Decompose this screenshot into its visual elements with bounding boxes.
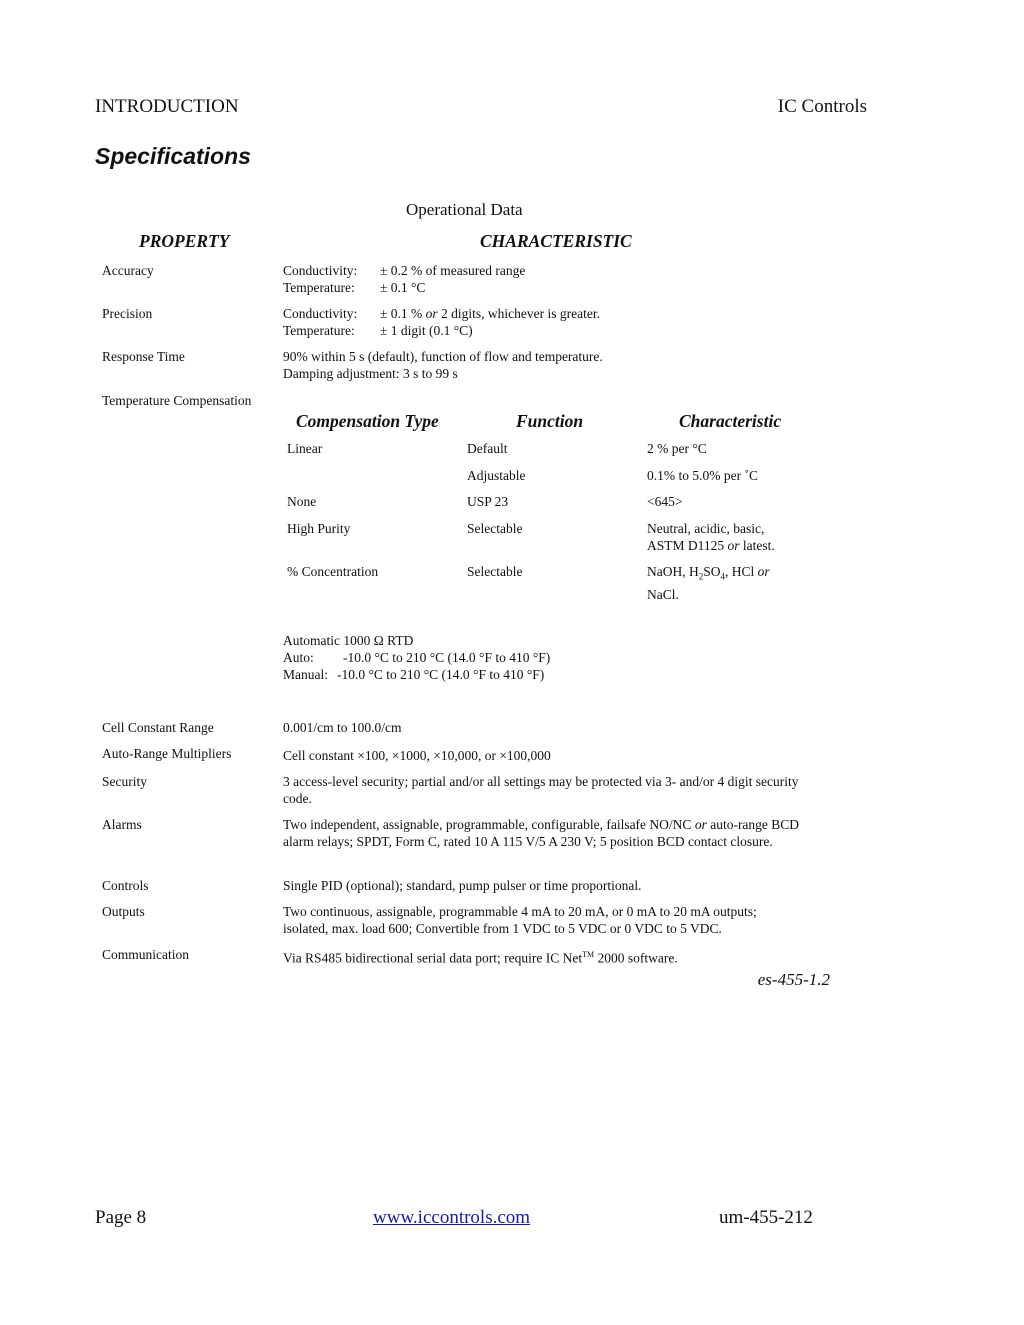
col-header-property: PROPERTY bbox=[139, 231, 230, 251]
precision-value bbox=[283, 305, 600, 339]
accuracy-temp-label: Temperature: bbox=[283, 280, 355, 295]
cellconst-value: 0.001/cm to 100.0/cm bbox=[283, 720, 402, 735]
accuracy-temp-value: ± 0.1 °C bbox=[380, 280, 426, 295]
accuracy-cond-value: ± 0.2 % of measured range bbox=[380, 263, 526, 278]
table-caption: Operational Data bbox=[406, 200, 523, 219]
tempcomp-label: Temperature Compensation bbox=[102, 393, 252, 408]
tempcomp-row-function: Selectable bbox=[467, 564, 523, 579]
communication-label: Communication bbox=[102, 947, 189, 962]
security-value: 3 access-level security; partial and/or all settings may be protected via 3- and/or 4 digit security code. bbox=[283, 774, 799, 806]
alarms-label: Alarms bbox=[102, 817, 142, 832]
accuracy-value bbox=[283, 262, 525, 296]
footer-website-link[interactable]: www.iccontrols.com bbox=[373, 1207, 531, 1228]
tempcomp-row-characteristic: 2 % per °C bbox=[647, 441, 707, 456]
tempcomp-row-function: USP 23 bbox=[467, 494, 509, 509]
conc-or: or bbox=[757, 564, 770, 579]
alarms-or: or bbox=[694, 817, 707, 832]
controls-value: Single PID (optional); standard, pump pulser or time proportional. bbox=[283, 878, 642, 893]
conc-a: NaOH, H bbox=[647, 564, 699, 579]
security-label: Security bbox=[102, 774, 147, 789]
tempcomp-row-characteristic bbox=[647, 563, 770, 603]
doc-reference: es-455-1.2 bbox=[757, 970, 830, 989]
tempcomp-row-type: None bbox=[287, 494, 317, 509]
accuracy-cond-label: Conductivity: bbox=[283, 263, 358, 278]
tempcomp-row-characteristic: 0.1% to 5.0% per ˚C bbox=[647, 468, 758, 483]
astm-or: or bbox=[727, 538, 740, 553]
tempcomp-row-function: Adjustable bbox=[467, 468, 526, 483]
tempcomp-row-type: Linear bbox=[287, 441, 323, 456]
conc-c: , HCl bbox=[725, 564, 755, 579]
page-title: Specifications bbox=[95, 143, 251, 169]
outputs-line2: isolated, max. load 600; Convertible from 1 VDC to 5 VDC or 0 VDC to 5 VDC. bbox=[283, 921, 722, 936]
communication-post: 2000 software. bbox=[594, 950, 678, 966]
communication-pre: Via RS485 bidirectional serial data port; require IC Net bbox=[283, 950, 583, 966]
alarms-pre: Two independent, assignable, programmable, configurable, failsafe NO/NC bbox=[283, 817, 692, 832]
tempcomp-row-characteristic: <645> bbox=[647, 494, 683, 509]
communication-value bbox=[283, 946, 678, 967]
response-label: Response Time bbox=[102, 349, 185, 364]
outputs-line1: Two continuous, assignable, programmable 4 mA to 20 mA, or 0 mA to 20 mA outputs; bbox=[283, 904, 757, 919]
alarms-post: auto-range BCD alarm relays; SPDT, Form C, rated 10 A 115 V/5 A 230 V; 5 position BCD contact closure. bbox=[283, 817, 800, 849]
accuracy-label: Accuracy bbox=[102, 263, 154, 278]
footer-document-id: um-455-212 bbox=[719, 1207, 813, 1228]
precision-label: Precision bbox=[102, 306, 153, 321]
rtd-manual-label: Manual: bbox=[283, 667, 328, 682]
conc-sub1: 2 bbox=[698, 571, 704, 582]
trademark-mark: TM bbox=[582, 950, 595, 959]
precision-or: or bbox=[425, 306, 438, 321]
autorange-label: Auto-Range Multipliers bbox=[102, 746, 232, 761]
response-line2: Damping adjustment: 3 s to 99 s bbox=[283, 366, 458, 381]
conc-b: SO bbox=[703, 564, 721, 579]
astm-text: ASTM D1125 bbox=[647, 538, 725, 553]
tempcomp-row-function: Selectable bbox=[467, 521, 523, 536]
tempcomp-row-function: Default bbox=[467, 441, 508, 456]
precision-temp-label: Temperature: bbox=[283, 323, 355, 338]
rtd-manual-value: -10.0 °C to 210 °C (14.0 °F to 410 °F) bbox=[337, 667, 545, 682]
highpurity-char-line1: Neutral, acidic, basic, bbox=[647, 521, 765, 536]
precision-cond-label: Conductivity: bbox=[283, 306, 358, 321]
rtd-auto-value: -10.0 °C to 210 °C (14.0 °F to 410 °F) bbox=[343, 650, 551, 665]
tempcomp-row-type: High Purity bbox=[287, 521, 351, 536]
tempcomp-row-type: % Concentration bbox=[287, 564, 379, 579]
rtd-block bbox=[283, 632, 550, 683]
precision-cond-pre: ± 0.1 % bbox=[380, 306, 423, 321]
header-section-label: INTRODUCTION bbox=[95, 96, 239, 117]
rtd-text: Automatic 1000 Ω RTD bbox=[283, 633, 414, 648]
astm-post: latest. bbox=[742, 538, 775, 553]
alarms-value bbox=[283, 816, 829, 850]
precision-cond-post: 2 digits, whichever is greater. bbox=[441, 306, 601, 321]
tempcomp-row-characteristic bbox=[647, 520, 775, 554]
autorange-value: Cell constant ×100, ×1000, ×10,000, or ×100,000 bbox=[283, 748, 551, 763]
response-line1: 90% within 5 s (default), function of flow and temperature. bbox=[283, 349, 603, 364]
conc-line2: NaCl. bbox=[647, 586, 679, 602]
cellconst-label: Cell Constant Range bbox=[102, 720, 214, 735]
header-company: IC Controls bbox=[777, 96, 867, 117]
controls-label: Controls bbox=[102, 878, 149, 893]
footer-page-number: Page 8 bbox=[95, 1207, 147, 1228]
tempcomp-header-characteristic: Characteristic bbox=[679, 411, 782, 431]
outputs-label: Outputs bbox=[102, 904, 145, 919]
response-value bbox=[283, 348, 603, 382]
precision-temp-value: ± 1 digit (0.1 °C) bbox=[380, 323, 473, 338]
rtd-auto-label: Auto: bbox=[283, 650, 314, 665]
col-header-characteristic: CHARACTERISTIC bbox=[480, 231, 632, 251]
tempcomp-header-type: Compensation Type bbox=[296, 411, 439, 431]
conc-sub2: 4 bbox=[720, 571, 726, 582]
tempcomp-header-function: Function bbox=[516, 411, 584, 431]
outputs-value bbox=[283, 903, 757, 937]
